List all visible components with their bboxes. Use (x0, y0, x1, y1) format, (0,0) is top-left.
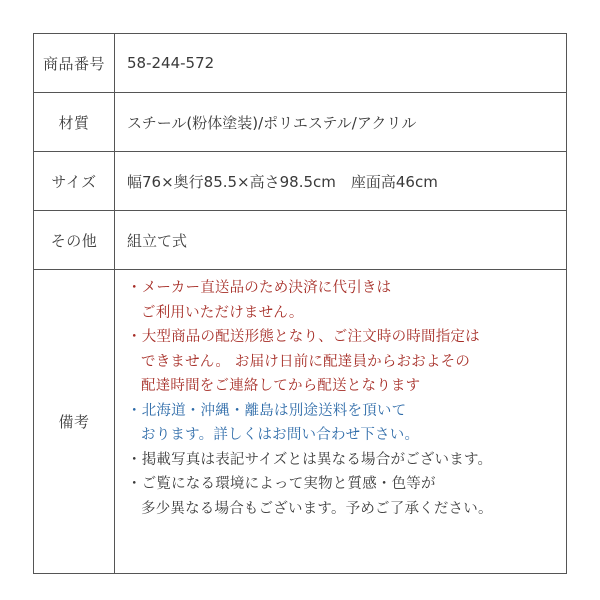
notes-label: 備考 (34, 270, 115, 574)
note-line: ・メーカー直送品のため決済に代引きは (127, 280, 392, 296)
note-line: ご利用いただけません。 (141, 304, 304, 321)
notes-content (115, 270, 567, 574)
note-line: 多少異なる場合もございます。予めご了承ください。 (141, 500, 493, 517)
spec-row-material (34, 93, 567, 152)
note-line: ・掲載写真は表記サイズとは異なる場合がございます。 (127, 451, 493, 468)
spec-row-size (34, 152, 567, 211)
spec-value: 幅76×奥行85.5×高さ98.5cm 座面高46cm (115, 152, 567, 211)
note-line: ・北海道・沖縄・離島は別途送料を頂いて (127, 402, 407, 419)
note-line: ・ご覧になる環境によって実物と質感・色等が (127, 476, 436, 492)
spec-label: 商品番号 (34, 34, 115, 93)
spec-label: 材質 (34, 93, 115, 152)
spec-value: 組立て式 (115, 211, 567, 270)
note-line: おります。詳しくはお問い合わせ下さい。 (141, 427, 420, 443)
note-line: できません。 お届け日前に配達員からおおよその (141, 353, 471, 370)
spec-value: スチール(粉体塗装)/ポリエステル/アクリル (115, 93, 567, 152)
spec-row-product-number (34, 34, 567, 93)
spec-value: 58-244-572 (115, 34, 567, 93)
note-line: 配達時間をご連絡してから配送となります (141, 378, 421, 394)
note-line: ・大型商品の配送形態となり、ご注文時の時間指定は (127, 329, 480, 345)
product-spec-table (33, 33, 567, 574)
spec-label: その他 (34, 211, 115, 270)
spec-row-notes (34, 270, 567, 574)
spec-row-other (34, 211, 567, 270)
spec-label: サイズ (34, 152, 115, 211)
